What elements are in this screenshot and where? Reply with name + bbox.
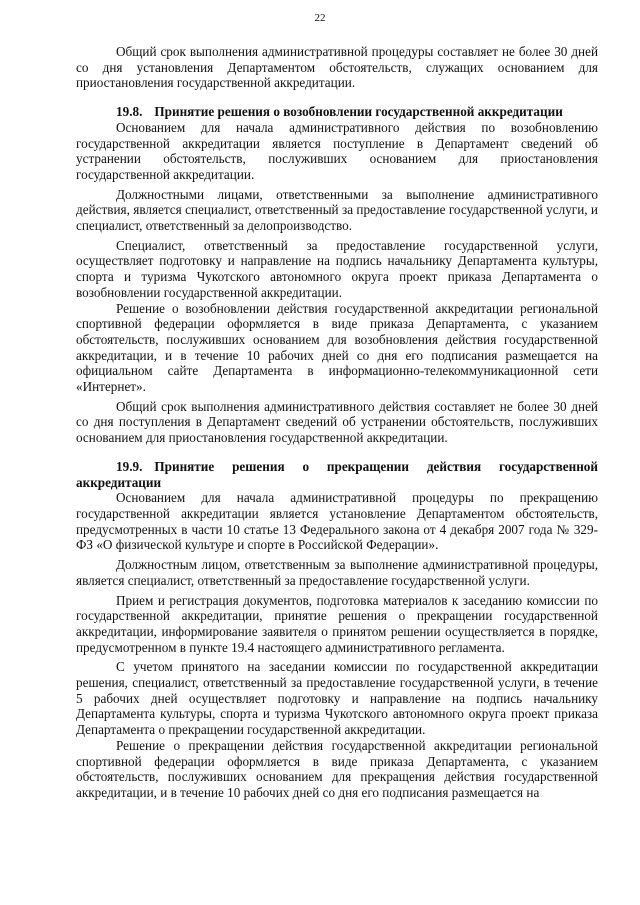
paragraph: Прием и регистрация документов, подготовка материалов к заседанию комиссии по государственной аккредитации, принятие решения о прекращении государственной аккредитации, информирование заявителя о принятом решении осуществляется в порядке, предусмотренном в пункте 19.4 настоящего административного регламента. <box>76 592 598 655</box>
section-title: Принятие решения о возобновлении государственной аккредитации <box>154 104 563 120</box>
paragraph: Основанием для начала административного действия по возобновлению государственной аккредитации является поступление в Департамент сведений об устранении обстоятельств, послуживших основанием для приостановления государственной аккредитации. <box>76 119 598 182</box>
paragraph: С учетом принятого на заседании комиссии по государственной аккредитации решения, специалист, ответственный за предоставление государственной услуги, в течение 5 рабочих дней осуществляет подготовку и направление на подпись начальнику Департамента культуры, спорта и туризма Чукотского автономного округа проект приказа Департамента о прекращении государственной аккредитации. <box>76 659 598 738</box>
paragraph: Общий срок выполнения административного действия составляет не более 30 дней со дня поступления в Департамент сведений об устранении обстоятельств, послуживших основанием для приостановления государственной аккредитации. <box>76 398 598 446</box>
section-heading <box>76 459 598 490</box>
document-body <box>76 44 598 801</box>
section-number: 19.9. <box>116 458 143 474</box>
paragraph: Основанием для начала административной процедуры по прекращению государственной аккредитации является установление Департаментом обстоятельств, предусмотренных в части 10 статье 13 Федерального закона от 4 декабря 2007 года № 329-ФЗ «О физической культуре и спорте в Российской Федерации». <box>76 490 598 553</box>
paragraph: Решение о прекращении действия государственной аккредитации региональной спортивной федерации оформляется в виде приказа Департамента, с указанием обстоятельств, послуживших основанием для прекращения действия государственной аккредитации, и в течение 10 рабочих дней со дня его подписания размещается на <box>76 737 598 800</box>
page-number: 22 <box>314 12 326 24</box>
paragraph: Должностными лицами, ответственными за выполнение административного действия, является специалист, ответственный за предоставление государственной услуги, и специалист, ответственный за делопроизводство. <box>76 186 598 234</box>
paragraph: Решение о возобновлении действия государственной аккредитации региональной спортивной федерации оформляется в виде приказа Департамента, с указанием обстоятельств, послуживших основанием для возобновления действия государственной аккредитации, и в течение 10 рабочих дней со дня его подписания размещается на официальном сайте Департамента в информационно-телекоммуникационной сети «Интернет». <box>76 300 598 395</box>
paragraph: Специалист, ответственный за предоставление государственной услуги, осуществляет подготовку и направление на подпись начальнику Департамента культуры, спорта и туризма Чукотского автономного округа проект приказа Департамента о возобновлении государственной аккредитации. <box>76 237 598 300</box>
section-number: 19.8. <box>116 104 143 120</box>
section-title: Принятие решения о прекращении действия государственной аккредитации <box>76 458 598 490</box>
paragraph: Общий срок выполнения административной процедуры составляет не более 30 дней со дня установления Департаментом обстоятельств, служащих основанием для приостановления государственной аккредитации. <box>76 44 598 91</box>
paragraph: Должностным лицом, ответственным за выполнение административной процедуры, является специалист, ответственный за предоставление государственной услуги. <box>76 557 598 588</box>
section-heading <box>76 104 598 120</box>
